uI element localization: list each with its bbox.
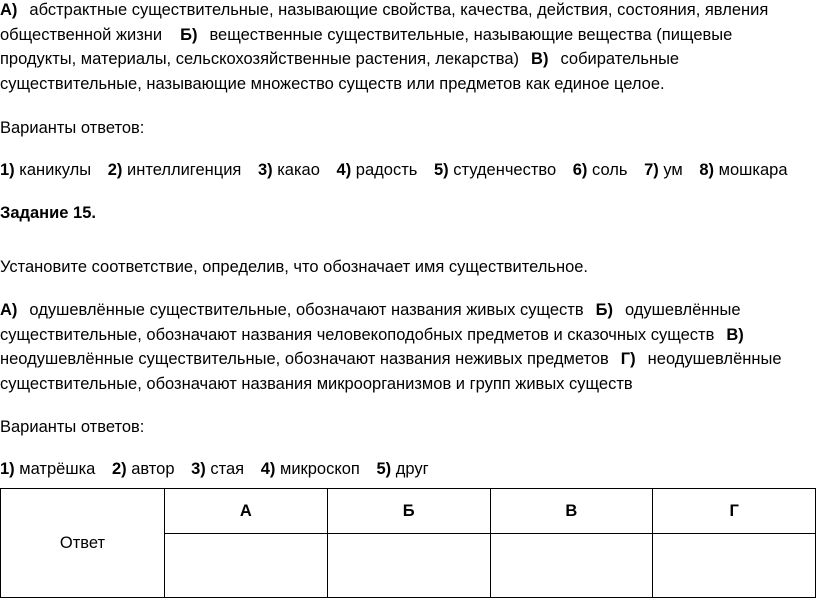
task14-options-heading: Варианты ответов: bbox=[0, 119, 145, 137]
answer-cell-a[interactable] bbox=[165, 534, 328, 598]
answer-row-label: Ответ bbox=[1, 489, 165, 598]
task15-b-label: Б) bbox=[595, 301, 613, 319]
task15-instruction: Установите соответствие, определив, что обозначает имя существительное. bbox=[0, 258, 589, 276]
answer-cell-v[interactable] bbox=[490, 534, 653, 598]
task15-g-label: Г) bbox=[620, 350, 636, 368]
option-item: 6) соль bbox=[572, 161, 628, 179]
option-item: 4) радость bbox=[336, 161, 418, 179]
option-item: 1) матрёшка bbox=[0, 460, 96, 478]
task15-title: Задание 15. bbox=[0, 204, 96, 222]
column-header-v: В bbox=[490, 489, 653, 534]
task15-options bbox=[0, 457, 812, 482]
task15-options-heading: Варианты ответов: bbox=[0, 418, 145, 436]
option-item: 3) стая bbox=[191, 460, 245, 478]
option-item: 4) микроскоп bbox=[260, 460, 360, 478]
answer-cell-g[interactable] bbox=[653, 534, 816, 598]
task14-descriptions bbox=[0, 0, 812, 96]
option-item: 1) каникулы bbox=[0, 161, 92, 179]
task15-descriptions bbox=[0, 298, 812, 396]
option-item: 2) автор bbox=[111, 460, 175, 478]
task15-a-label: А) bbox=[0, 301, 18, 319]
task14-b-text: вещественные существительные, называющие вещества (пищевые продукты, материалы, сельскохозяйственные растения, лекарства) bbox=[0, 25, 733, 68]
task15-g-text: неодушевлённые существительные, обозначают названия микроорганизмов и групп живых существ bbox=[0, 350, 782, 393]
option-item: 5) друг bbox=[376, 460, 429, 478]
task14-b-label: Б) bbox=[180, 25, 198, 44]
task14-a-text: абстрактные существительные, называющие свойства, качества, действия, состояния, явления общественной жизни bbox=[0, 1, 769, 44]
option-item: 2) интеллигенция bbox=[107, 161, 242, 179]
column-header-a: А bbox=[165, 489, 328, 534]
answer-table bbox=[0, 488, 816, 598]
option-item: 5) студенчество bbox=[433, 161, 557, 179]
task14-options bbox=[0, 158, 812, 183]
task15-a-text: одушевлённые существительные, обозначают названия живых существ bbox=[29, 301, 584, 319]
task14-a-label: А) bbox=[0, 1, 18, 19]
column-header-b: Б bbox=[327, 489, 490, 534]
task15-v-text: неодушевлённые существительные, обозначают названия неживых предметов bbox=[0, 350, 609, 368]
task15-v-label: В) bbox=[726, 325, 744, 344]
option-item: 8) мошкара bbox=[699, 161, 788, 179]
column-header-g: Г bbox=[653, 489, 816, 534]
option-item: 3) какао bbox=[257, 161, 320, 179]
task14-v-text: собирательные существительные, называющие множество существ или предметов как единое целое. bbox=[0, 50, 680, 93]
task15-b-text: одушевлённые существительные, обозначают названия человекоподобных предметов и сказочных существ bbox=[0, 301, 741, 344]
option-item: 7) ум bbox=[644, 161, 683, 179]
answer-cell-b[interactable] bbox=[327, 534, 490, 598]
task14-v-label: В) bbox=[531, 50, 549, 68]
